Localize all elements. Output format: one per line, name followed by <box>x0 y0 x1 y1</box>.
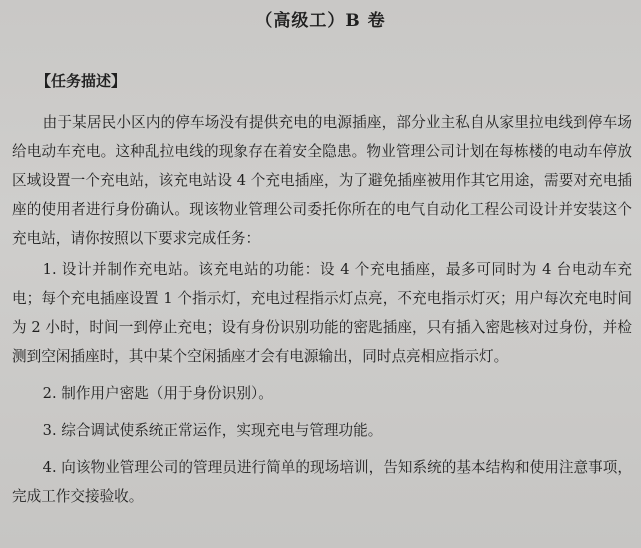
document-body <box>12 108 632 519</box>
task-item-1: 1. 设计并制作充电站。该充电站的功能：设 4 个充电插座，最多可同时为 4 台电动车充电；每个充电插座设置 1 个指示灯，充电过程指示灯点亮，不充电指示灯灭；用户每次充电时间为 2 小时，时间一到停止充电；设有身份识别功能的密匙插座，只有插入密匙核对过身份，并检测到空闲插座时，其中某个空闲插座才会有电源输出，同时点亮相应指示灯。 <box>12 261 632 365</box>
document-title: （高级工）B 卷 <box>255 11 386 31</box>
section-heading: 【任务描述】 <box>36 72 127 90</box>
task-item-2: 2. 制作用户密匙（用于身份识别）。 <box>42 385 273 402</box>
task-item-3: 3. 综合调试使系统正常运作，实现充电与管理功能。 <box>42 422 383 439</box>
intro-paragraph: 由于某居民小区内的停车场没有提供充电的电源插座，部分业主私自从家里拉电线到停车场给电动车充电。这种乱拉电线的现象存在着安全隐患。物业管理公司计划在每栋楼的电动车停放区域设置一个充电站，该充电站设 4 个充电插座，为了避免插座被用作其它用途，需要对充电插座的使用者进行身份确认。现该物业管理公司委托你所在的电气自动化工程公司设计并安装这个充电站，请你按照以下要求完成任务： <box>12 114 632 247</box>
task-item-4: 4. 向该物业管理公司的管理员进行简单的现场培训，告知系统的基本结构和使用注意事项，完成工作交接验收。 <box>12 459 632 505</box>
